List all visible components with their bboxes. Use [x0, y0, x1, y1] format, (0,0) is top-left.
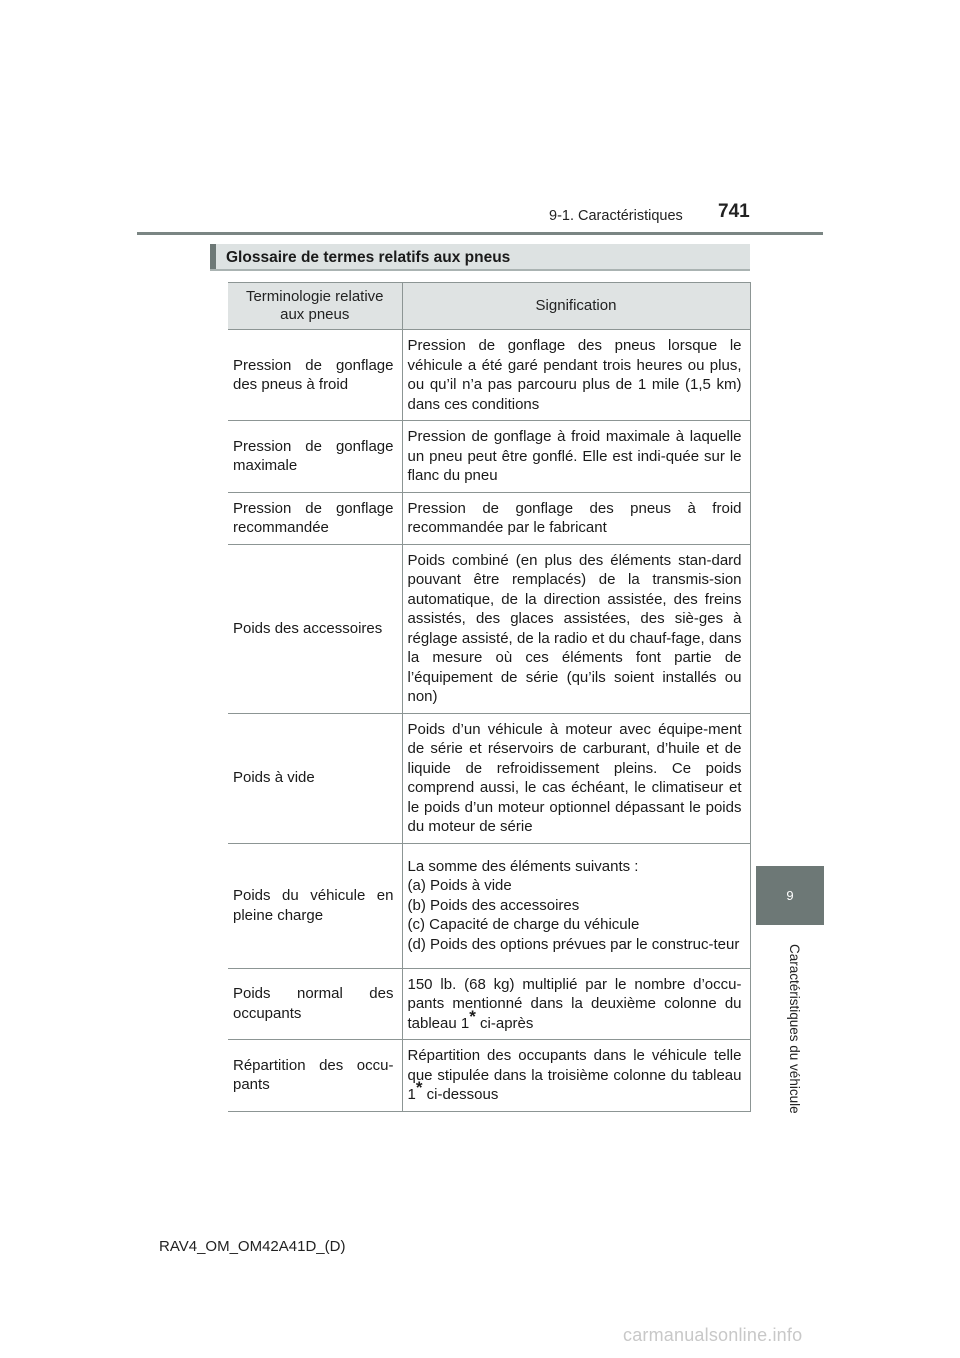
- meaning-line: (b) Poids des accessoires: [407, 896, 580, 914]
- meaning-line: (c) Capacité de charge du véhicule: [407, 916, 640, 934]
- section-title-bar: [210, 244, 216, 269]
- term-cell: Poids du véhicule en pleine charge: [228, 843, 402, 968]
- meaning-text: Répartition des occupants dans le véhicule telle que stipulée dans la troisième colonne du tableau 1: [407, 1047, 742, 1103]
- header-rule: [137, 232, 823, 235]
- table-row: [228, 968, 750, 1040]
- meaning-cell: Pression de gonflage à froid maximale à laquelle un pneu peut être gonflé. Elle est indi-quée sur le flanc du pneu: [402, 421, 750, 493]
- meaning-cell: [402, 843, 750, 968]
- meaning-text-tail: ci-après: [475, 1014, 534, 1032]
- footnote-mark: *: [415, 1078, 423, 1097]
- meaning-cell: Poids d’un véhicule à moteur avec équipe-ment de série et réservoirs de carburant, d’huile et de liquide de refroidissement pleins. Ce poids comprend aussi, le cas échéant, le climatiseur et le poids d’un moteur optionnel dépassant le poids du moteur de série: [402, 713, 750, 843]
- glossary-table: [228, 282, 751, 1112]
- meaning-line: (a) Poids à vide: [407, 877, 512, 895]
- term-cell: Pression de gonflage maximale: [228, 421, 402, 493]
- table-header-row: [228, 283, 750, 330]
- chapter-tab-label: Caractéristiques du véhicule: [787, 943, 802, 1114]
- meaning-line: (d) Poids des options prévues par le construc-teur: [407, 935, 740, 953]
- meaning-cell: [402, 968, 750, 1040]
- table-row: [228, 330, 750, 421]
- chapter-tab-number: 9: [786, 888, 794, 903]
- meaning-cell: Poids combiné (en plus des éléments stan-dard pouvant être remplacés) de la transmis-sion automatique, de la direction assistée, des freins assistés, des glaces assistées, des siè-ges à réglage assisté, de la radio et du chauf-fage, dans la mesure où ces éléments font partie de l’équipement de série (qu’ils soient installés ou non): [402, 544, 750, 713]
- term-cell: Poids normal des occupants: [228, 968, 402, 1040]
- meaning-cell: Pression de gonflage des pneus lorsque le véhicule a été garé pendant trois heures ou plus, ou qu’il n’a pas parcouru plus de 1 mile (1,5 km) dans ces conditions: [402, 330, 750, 421]
- table-row: [228, 492, 750, 544]
- footnote-mark: *: [469, 1006, 476, 1026]
- watermark: carmanualsonline.info: [623, 1325, 803, 1345]
- term-cell: Pression de gonflage recommandée: [228, 492, 402, 544]
- term-cell: Poids à vide: [228, 713, 402, 843]
- section-title: Glossaire de termes relatifs aux pneus: [226, 249, 511, 266]
- table-row: [228, 713, 750, 843]
- table-row: [228, 421, 750, 493]
- term-cell: Pression de gonflage des pneus à froid: [228, 330, 402, 421]
- meaning-text: 150 lb. (68 kg) multiplié par le nombre d’occu-pants mentionné dans la deuxième colonne du tableau 1: [407, 975, 742, 1032]
- page-number: 741: [718, 201, 750, 222]
- table-row: [228, 544, 750, 713]
- table-row: [228, 843, 750, 968]
- meaning-cell: Pression de gonflage des pneus à froid recommandée par le fabricant: [402, 492, 750, 544]
- meaning-cell: [402, 1040, 750, 1112]
- column-header-meaning: Signification: [402, 283, 750, 330]
- section-title-box: [210, 244, 750, 271]
- running-header-section: 9-1. Caractéristiques: [549, 208, 683, 224]
- term-cell: Poids des accessoires: [228, 544, 402, 713]
- term-cell: Répartition des occu-pants: [228, 1040, 402, 1112]
- meaning-line: La somme des éléments suivants :: [407, 857, 639, 875]
- chapter-tab: [756, 866, 824, 925]
- meaning-text-tail: ci-dessous: [422, 1086, 499, 1103]
- table-row: [228, 1040, 750, 1112]
- document-code: RAV4_OM_OM42A41D_(D): [159, 1238, 346, 1255]
- column-header-term: Terminologie relative aux pneus: [228, 283, 402, 330]
